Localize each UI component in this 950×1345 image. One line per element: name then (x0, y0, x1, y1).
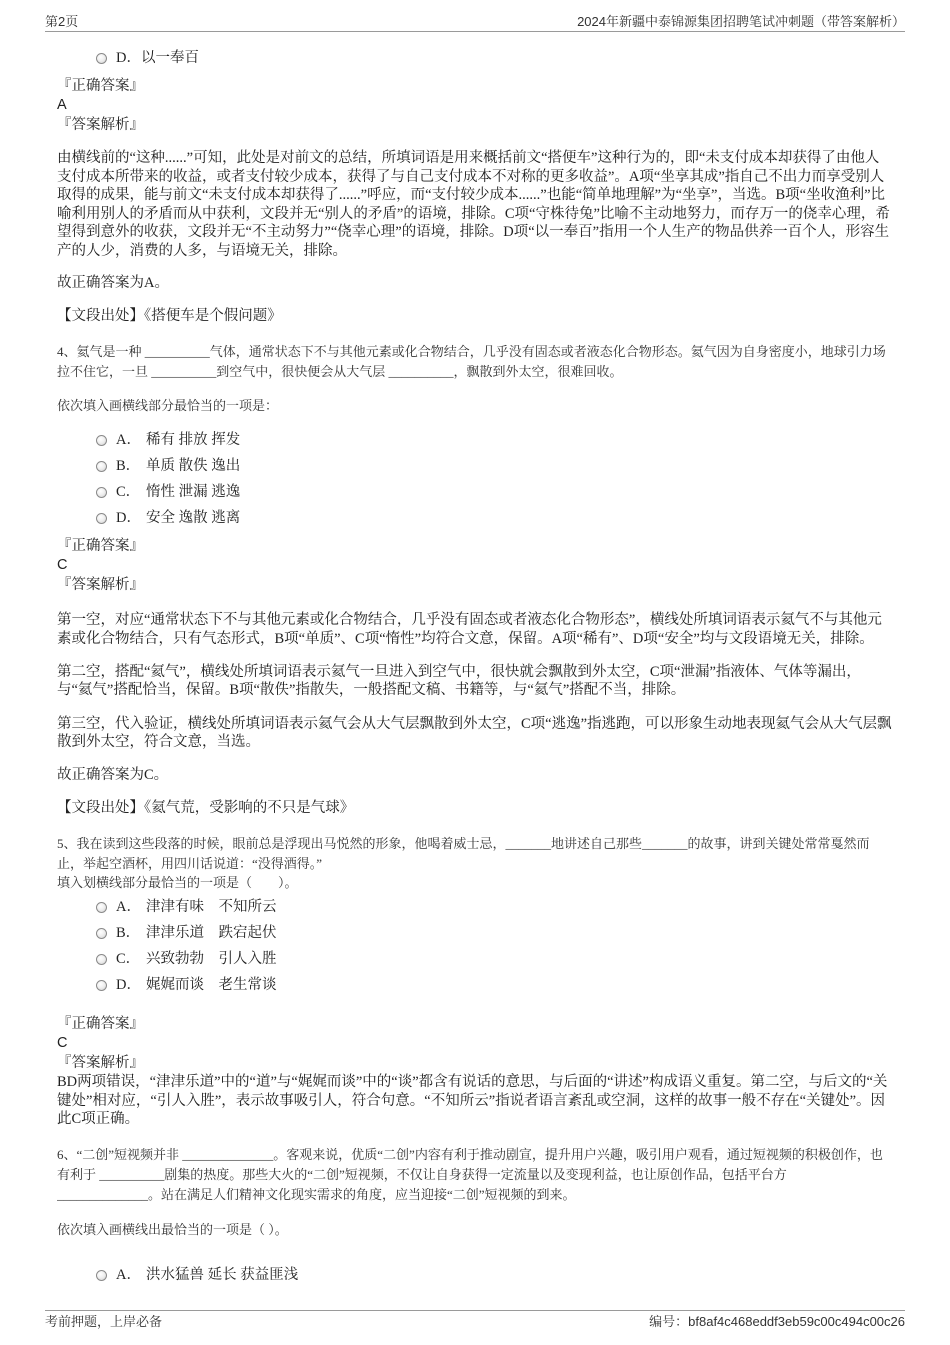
q5-instruction: 填入划横线部分最恰当的一项是（ ）。 (57, 875, 298, 890)
option-text: 单质 散佚 逸出 (146, 458, 241, 474)
footer-slogan: 考前押题，上岸必备 (45, 1314, 163, 1329)
option-text: 娓娓而谈 老生常谈 (146, 976, 277, 993)
q4-analysis-3: 第三空，代入验证，横线处所填词语表示氦气会从大气层飘散到外太空，C项“逃逸”指逃跑，可以形象生动地表现氦气会从大气层飘散到外太空，符合文意，当选。 (57, 715, 892, 750)
q5-analysis-label: 『答案解析』 (57, 1055, 144, 1071)
option-letter: B． (116, 924, 141, 941)
option-letter: A． (116, 1266, 141, 1283)
option-letter: A． (116, 432, 141, 448)
radio-icon (96, 954, 107, 965)
q4-answer-label: 『正确答案』 (57, 538, 144, 554)
option-text: 稀有 排放 挥发 (146, 432, 241, 448)
q5-option-c (57, 946, 893, 972)
q5-option-a (57, 894, 893, 920)
option-letter: D． (116, 510, 141, 526)
q6-option-a (57, 1262, 893, 1288)
q4-answer: C (57, 557, 68, 573)
radio-icon (96, 513, 107, 524)
option-letter: B． (116, 458, 141, 474)
q4-option-b (57, 453, 893, 479)
q4-conclusion: 故正确答案为C。 (57, 767, 169, 783)
option-text: D．以一奉百 (116, 50, 199, 66)
page-footer (45, 1310, 905, 1330)
q4-options (57, 427, 893, 531)
q6-stem: 6、“二创”短视频并非 ______________。客观来说，优质“二创”内容有利于推动剧宣，提升用户兴趣，吸引用户观看，通过短视频的积极创作，也有利于 __________剧集的热度。那些大火的“二创”短视频，不仅让自身获得一定流量以及变现利益，也让原创作品，包括平台方 ______________。站在满足人们精神文化现实需求的角度，应当迎接“二创”短视频的到来。 (57, 1146, 883, 1202)
radio-icon (96, 461, 107, 472)
q4-stem: 4、氦气是一种 __________气体，通常状态下不与其他元素或化合物结合，几乎没有固态或者液态化合物形态。氦气因为自身密度小，地球引力场拉不住它，一旦 __________到空气中，很快便会从大气层 __________，飘散到外太空，很难回收。 (57, 344, 886, 379)
option-text: 洪水猛兽 延长 获益匪浅 (146, 1266, 299, 1283)
q4-option-c (57, 479, 893, 505)
option-text: 惰性 泄漏 逃逸 (146, 484, 241, 500)
q5-options (57, 894, 893, 998)
q5-option-d (57, 972, 893, 998)
q3-answer: A (57, 97, 67, 113)
q3-analysis: 由横线前的“这种......”可知，此处是对前文的总结，所填词语是用来概括前文“搭便车”这种行为的，即“未支付成本却获得了由他人支付成本所带来的收益，或者支付较少成本，获得了与自己支付成本不对称的更多收益”。A项“坐享其成”指自己不出力而享受别人取得的成果，能与前文“未支付成本却获得了......”呼应，而“支付较少成本......”也能“简单地理解”为“坐享”，当选。B项“坐收渔利”比喻利用别人的矛盾而从中获利，文段并无“别人的矛盾”的语境，排除。C项“守株待兔”比喻不主动地努力，而存万一的侥幸心理，希望得到意外的收获，文段并无“不主动努力”“侥幸心理”的语境，排除。D项“以一奉百”指用一个人生产的物品供养一百个人，形容生产的人少，消费的人多，与语境无关，排除。 (57, 150, 890, 259)
option-text: 津津乐道 跌宕起伏 (146, 924, 277, 941)
q5-answer-label: 『正确答案』 (57, 1016, 144, 1032)
page-content (57, 45, 893, 1308)
option-text: 安全 逸散 逃离 (146, 510, 241, 526)
option-letter: D． (116, 976, 141, 993)
q4-analysis-2: 第二空，搭配“氦气”，横线处所填词语表示氦气一旦进入到空气中，很快就会飘散到外太空，C项“泄漏”指液体、气体等漏出，与“氦气”搭配恰当，保留。B项“散佚”指散失，一般搭配文稿、书籍等，与“氦气”搭配不当，排除。 (57, 663, 861, 698)
option-text: 兴致勃勃 引人入胜 (146, 950, 277, 967)
q4-analysis-label: 『答案解析』 (57, 577, 144, 593)
q4-analysis-1: 第一空，对应“通常状态下不与其他元素或化合物结合，几乎没有固态或者液态化合物形态”，横线处所填词语表示氦气不与其他元素或化合物结合，只有气态形式，B项“单质”、C项“惰性”均符合文意，保留。A项“稀有”、D项“安全”均与文段语境无关，排除。 (57, 612, 882, 647)
radio-icon (96, 902, 107, 913)
page-number: 第2页 (45, 14, 79, 29)
q3-source: 【文段出处】《搭便车是个假问题》 (57, 308, 282, 324)
q5-stem: 5、我在读到这些段落的时候，眼前总是浮现出马悦然的形象，他喝着威士忌，_______地讲述自己那些_______的故事，讲到关键处常常戛然而止，举起空酒杯，用四川话说道：“没得酒得。” (57, 836, 870, 871)
option-letter: C． (116, 950, 141, 967)
q3-conclusion: 故正确答案为A。 (57, 275, 169, 291)
option-letter: C． (116, 484, 141, 500)
document-serial: 编号：bf8af4c468eddf3eb59c00c494c00c26 (649, 1314, 905, 1329)
document-title: 2024年新疆中泰锦源集团招聘笔试冲刺题（带答案解析） (577, 14, 905, 29)
q5-analysis: BD两项错误，“津津乐道”中的“道”与“娓娓而谈”中的“谈”都含有说话的意思，与后面的“讲述”构成语义重复。第二空，与后文的“关键处”相对应，“引人入胜”，表示故事吸引人，符合句意。“不知所云”指说者语言紊乱或空洞，这样的故事一般不存在“关键处”。因此C项正确。 (57, 1074, 888, 1127)
radio-icon (96, 435, 107, 446)
radio-icon (96, 1270, 107, 1281)
option-letter: A． (116, 898, 141, 915)
q3-analysis-label: 『答案解析』 (57, 117, 144, 133)
q5-answer: C (57, 1035, 68, 1051)
q5-option-b (57, 920, 893, 946)
q4-option-a (57, 427, 893, 453)
page-header (45, 13, 905, 32)
q3-option-d (57, 45, 893, 71)
q3-answer-label: 『正确答案』 (57, 78, 144, 94)
q6-instruction: 依次填入画横线出最恰当的一项是（ ）。 (57, 1221, 288, 1237)
radio-icon (96, 53, 107, 64)
radio-icon (96, 487, 107, 498)
q4-option-d (57, 505, 893, 531)
option-text: 津津有味 不知所云 (146, 898, 277, 915)
q4-source: 【文段出处】《氦气荒，受影响的不只是气球》 (57, 800, 355, 816)
radio-icon (96, 928, 107, 939)
radio-icon (96, 980, 107, 991)
q4-instruction: 依次填入画横线部分最恰当的一项是： (57, 398, 279, 413)
